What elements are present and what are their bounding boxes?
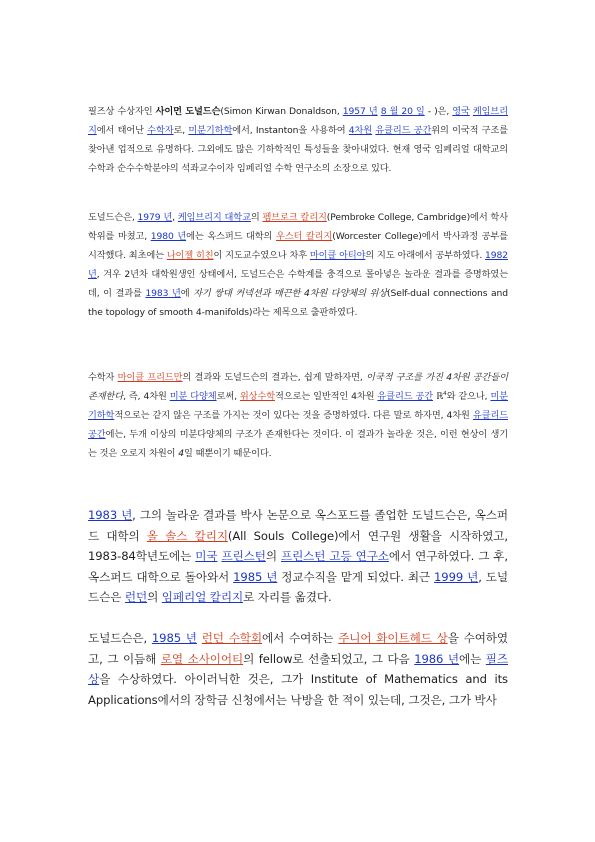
text: 에서 태어난 [96,125,148,137]
link-1985[interactable]: 1985 년 [151,631,197,645]
text: 일 때뿐이기 때문이다. [184,448,272,460]
emphasis-claim: 이국적 구조를 가진 4차원 공간들이 존재한다 [88,372,508,403]
text: (Worcester College)에서 박사과정 공부를 시작했다. 최초에는 [88,231,508,262]
text: , 도널드슨은 [88,569,508,605]
link-uk[interactable]: 영국 [452,106,470,117]
link-pembroke-college[interactable]: 펨브로크 칼리지 [262,212,327,223]
link-junior-whitehead-prize[interactable]: 주니어 화이트헤드 상 [338,631,448,645]
link-worcester-college[interactable]: 우스터 칼리지 [275,231,333,243]
text: 정교수직을 맡게 되었다. 최근 [277,569,435,584]
link-imperial-college[interactable]: 임페리얼 칼리지 [161,590,244,605]
text: 에서, Instanton을 사용하여 [232,125,349,137]
text: 도널드슨은, [88,212,138,223]
link-michael-atiyah[interactable]: 마이클 아티야 [309,250,366,262]
link-cambridge[interactable]: 케임브리지 [88,106,508,137]
text: (Self-dual connections and the topology of smooth 4-manifolds)라는 제목으로 출판하였다. [88,288,508,319]
person-name: 사이먼 도널드슨 [155,106,221,117]
text: 의 지도 아래에서 공부하였다. [365,250,486,262]
link-nigel-hitchin[interactable]: 나이젤 히친 [166,250,214,262]
text: 에 [180,288,194,300]
superscript: 4 [443,391,447,398]
text: 의 fellow로 선출되었고, 그 다음 [243,651,415,666]
text: 의 [250,212,263,223]
text: , 즉, 4차원 [123,391,170,403]
link-cambridge-university[interactable]: 케임브리지 대학교 [177,212,251,223]
link-euclidean-space[interactable]: 유클리드 공간 [377,391,434,403]
link-london[interactable]: 런던 [124,590,148,605]
link-michael-freedman[interactable]: 마이클 프리드만 [117,372,183,383]
text: (Pembroke College, Cambridge)에서 학사학위를 마쳤고, [88,212,508,243]
text: (Simon Kirwan Donaldson, [220,106,343,117]
link-1980[interactable]: 1980 년 [150,231,187,243]
link-usa[interactable]: 미국 [195,549,218,564]
link-euclidean-space[interactable]: 유클리드 공간 [88,410,508,441]
text: 필즈상 수상자인 [88,106,156,117]
text: 을 수상하였다. 아이러닉한 것은, 그가 Institute of Mathematics and its Applications에서의 장학금 신청에서는 낙방을 한 적이 있는데, 그것은, 그가 박사 [88,672,508,707]
link-all-souls-college[interactable]: 올 솔스 칼리지 [146,528,228,543]
text: ℝ [433,391,444,403]
link-1985[interactable]: 1985 년 [233,569,278,584]
text: 수학자 [88,372,118,383]
text: 에는 옥스퍼드 대학의 [186,231,276,243]
link-royal-society[interactable]: 로열 소사이어티 [160,651,244,666]
link-london-mathematical-society[interactable]: 런던 수학회 [201,631,262,645]
emphasis-four: 4 [178,448,185,460]
link-1986[interactable]: 1986 년 [414,651,460,666]
paper-title: 자기 쌍대 커넥션과 매끈한 4차원 다양체의 위상 [193,288,388,300]
text: 로, [173,125,189,137]
text: , 그의 놀라운 결과를 박사 논문으로 옥스포드를 졸업한 도널드슨은, 옥스퍼드 대학의 [88,508,508,543]
text: , 겨우 2년차 대학원생인 상태에서, 도널드슨은 수학계를 충격으로 몰아넣은 놀라운 결과를 증명하였는데, 이 결과를 [88,269,508,300]
paragraph-intro [88,102,508,178]
text: 도널드슨은, [88,631,152,645]
text: 위의 이국적 구조를 찾아낸 업적으로 유명하다. 그외에도 많은 기하학적인 특성들을 찾아내었다. 현재 영국 임페리얼 대학교의 수학과 순수수학분야의 석좌교수이자 임페리얼 수학 연구소의 소장으로 있다. [88,125,508,175]
text: 적으로는 같지 않은 구조를 가지는 것이 있다는 것을 증명하였다. 다른 말로 하자면, 4차원 [114,410,473,422]
link-1999[interactable]: 1999 년 [434,569,479,584]
link-august-20[interactable]: 8 월 20 일 [380,106,425,117]
paragraph-education [88,208,508,323]
text: 에서 수여하는 [262,631,339,645]
link-institute-for-advanced-study[interactable]: 프린스턴 고등 연구소 [280,549,389,564]
link-four-dimensional[interactable]: 4차원 [348,125,373,137]
link-1979[interactable]: 1979 년 [137,212,173,223]
text: 적으로는 일반적인 4차원 [275,391,378,403]
text: 와 같으나, [446,391,491,403]
text: , [172,212,178,223]
text: (All Souls College)에서 연구원 생활을 시작하였고, 1983-84학년도에는 [88,528,508,564]
link-1982[interactable]: 1982 년 [88,250,508,281]
link-1957[interactable]: 1957 년 [342,106,378,117]
link-fields-medal[interactable]: 필즈 상 [88,651,508,687]
text: 의 [147,590,162,605]
link-mathematician[interactable]: 수학자 [147,125,174,137]
link-differential-geometry[interactable]: 미분기하학 [188,125,233,137]
paragraph-awards [88,628,508,710]
text: 에는 [459,651,486,666]
text: 에서 연구하였다. 그 후, 옥스퍼드 대학으로 돌아와서 [88,549,508,584]
link-topology[interactable]: 위상수학 [239,391,276,403]
text: - )은, [424,106,453,117]
link-differential-geometry[interactable]: 미분 기하학 [88,391,508,422]
text: 의 [265,549,281,564]
text: 이 지도교수였으나 차후 [213,250,310,262]
text: 에는, 두개 이상의 미분다양체의 구조가 존재한다는 것이다. 이 결과가 놀라운 것은, 이런 현상이 생기는 것은 오로지 차원이 [88,429,508,460]
paragraph-career [88,505,508,608]
link-1983[interactable]: 1983 년 [88,508,133,522]
text: 을 수여하였고, 그 이듬해 [88,631,508,666]
link-differentiable-manifold[interactable]: 미분 다양체 [169,391,217,403]
paragraph-result [88,368,508,463]
text: 로 자리를 옮겼다. [243,590,332,605]
text: 의 결과와 도널드슨의 결과는, 쉽게 말하자면, [182,372,367,383]
link-euclidean-space[interactable]: 유클리드 공간 [375,125,432,137]
text: 로써, [216,391,240,403]
link-princeton[interactable]: 프린스턴 [221,549,266,564]
link-1983[interactable]: 1983 년 [145,288,181,300]
